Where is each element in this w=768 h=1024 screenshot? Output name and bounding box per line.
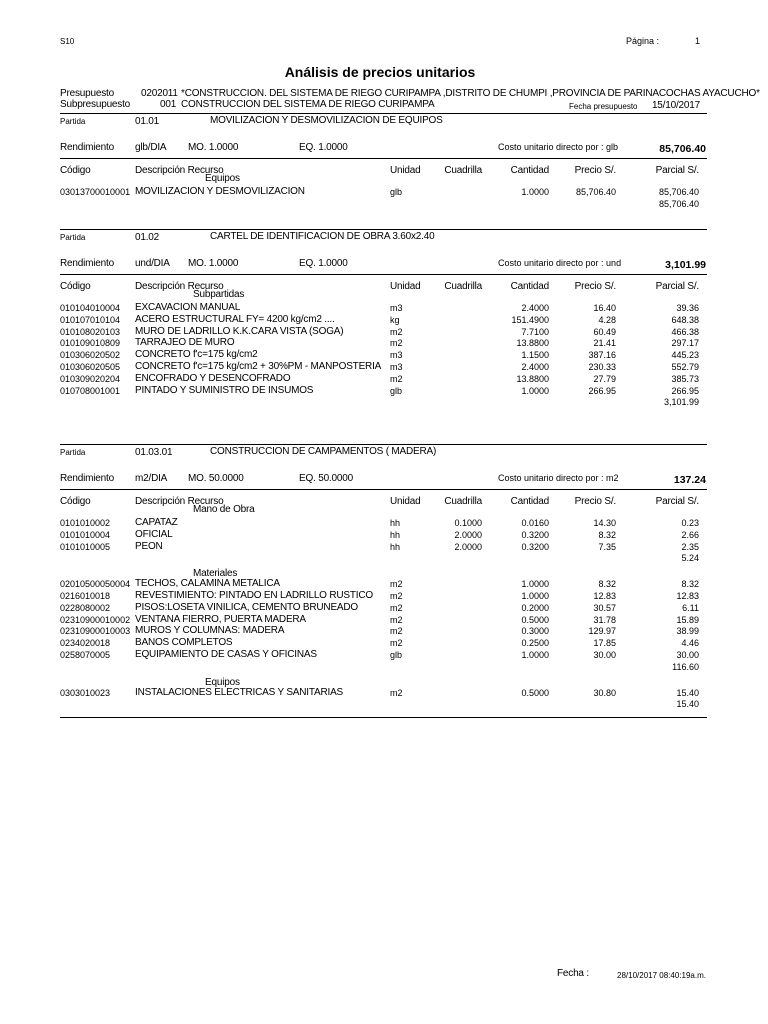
row-precio: 387.16 [588, 350, 616, 361]
row-codigo: 010108020103 [60, 326, 121, 337]
row-descripcion: PINTADO Y SUMINISTRO DE INSUMOS [135, 384, 314, 396]
row-parcial: 85,706.40 [658, 187, 699, 197]
partida-separator [60, 444, 707, 445]
row-descripcion: CAPATAZ [135, 517, 178, 528]
row-descripcion: EQUIPAMIENTO DE CASAS Y OFICINAS [135, 649, 317, 660]
row-cantidad: 13.8800 [516, 338, 549, 349]
row-descripcion: PISOS:LOSETA VINILICA, CEMENTO BRUNEADO [135, 601, 358, 613]
row-precio: 17.85 [593, 638, 616, 649]
col-header-precio: Precio S/. [574, 165, 616, 176]
col-header-codigo: Código [60, 165, 91, 176]
col-header-codigo: Código [60, 496, 91, 507]
equipo-rendimiento: EQ. 1.0000 [299, 142, 348, 153]
row-descripcion: ENCOFRADO Y DESENCOFRADO [135, 372, 291, 384]
partida-code: 01.02 [135, 232, 160, 243]
row-unidad: m2 [390, 338, 403, 349]
row-parcial: 6.11 [682, 602, 699, 613]
page-label: Página : [626, 36, 660, 46]
row-cantidad: 0.3000 [521, 626, 549, 637]
row-descripcion: TARRAJEO DE MURO [135, 337, 235, 349]
row-unidad: m2 [390, 591, 403, 601]
footer-date-value: 28/10/2017 08:40:19a.m. [617, 971, 706, 980]
row-codigo: 0101010004 [60, 529, 111, 540]
mano-obra-rendimiento: MO. 1.0000 [188, 258, 239, 269]
row-unidad: glb [390, 650, 403, 660]
partida-label: Partida [60, 448, 86, 457]
row-cuadrilla: 0.1000 [454, 518, 482, 528]
row-parcial: 2.35 [681, 541, 699, 552]
partida-label: Partida [60, 233, 86, 242]
page-title: Análisis de precios unitarios [284, 64, 476, 80]
subpresupuesto-description: CONSTRUCCION DEL SISTEMA DE RIEGO CURIPAMPA [181, 99, 435, 110]
row-unidad: kg [390, 314, 400, 325]
report-end-separator [60, 717, 707, 718]
col-header-unidad: Unidad [390, 496, 421, 507]
col-header-cantidad: Cantidad [510, 496, 549, 507]
row-codigo: 010104010004 [60, 303, 121, 313]
row-codigo: 0303010023 [60, 687, 111, 698]
row-cantidad: 1.0000 [521, 579, 549, 590]
group-heading: Mano de Obra [193, 504, 255, 515]
row-cantidad: 0.5000 [521, 687, 549, 698]
presupuesto-code: 0202011 [141, 88, 178, 99]
row-unidad: m2 [390, 614, 403, 625]
row-parcial: 38.99 [676, 626, 699, 637]
group-subtotal: 116.60 [672, 661, 699, 672]
row-precio: 27.79 [593, 373, 616, 384]
row-cantidad: 2.4000 [521, 303, 549, 313]
col-header-cantidad: Cantidad [510, 281, 549, 292]
row-descripcion: ACERO ESTRUCTURAL FY= 4200 kg/cm2 .... [135, 313, 335, 325]
row-descripcion: EXCAVACION MANUAL [135, 302, 241, 313]
rendimiento-label: Rendimiento [60, 473, 114, 484]
row-cuadrilla: 2.0000 [454, 541, 482, 552]
row-precio: 8.32 [598, 579, 616, 590]
row-parcial: 2.66 [681, 529, 699, 540]
partida-separator [60, 229, 707, 230]
page-number: 1 [694, 36, 700, 46]
costo-unitario-label: Costo unitario directo por : und [498, 258, 622, 268]
costo-unitario-label: Costo unitario directo por : glb [498, 142, 619, 152]
fecha-presupuesto-label: Fecha presupuesto [569, 102, 638, 111]
row-unidad: m2 [390, 687, 403, 698]
col-header-precio: Precio S/. [574, 281, 616, 292]
row-codigo: 02310900010002 [60, 614, 131, 625]
row-precio: 60.49 [593, 326, 616, 337]
partida-name: CONSTRUCCION DE CAMPAMENTOS ( MADERA) [210, 446, 437, 457]
row-precio: 85,706.40 [575, 187, 616, 197]
row-codigo: 02010500050004 [60, 579, 131, 590]
row-descripcion: MUROS Y COLUMNAS: MADERA [135, 625, 285, 637]
row-parcial: 445.23 [671, 350, 699, 361]
row-precio: 16.40 [593, 303, 616, 313]
partida-code: 01.03.01 [135, 447, 173, 458]
col-header-parcial: Parcial S/. [655, 165, 699, 176]
group-heading: Equipos [205, 676, 240, 688]
col-header-descripcion: Descripción Recurso [135, 496, 224, 507]
row-descripcion: REVESTIMIENTO: PINTADO EN LADRILLO RUSTICO [135, 590, 373, 601]
row-codigo: 010306020502 [60, 350, 121, 361]
row-descripcion: CONCRETO f'c=175 kg/cm2 + 30%PM - MANPOSTERIA [135, 361, 382, 372]
row-codigo: 0101010005 [60, 541, 111, 552]
row-unidad: glb [390, 385, 403, 396]
row-cantidad: 0.3200 [521, 529, 549, 540]
row-codigo: 010309020204 [60, 373, 121, 384]
row-precio: 129.97 [588, 626, 616, 637]
row-parcial: 266.95 [671, 385, 699, 396]
group-subtotal: 15.40 [676, 699, 699, 710]
col-header-precio: Precio S/. [574, 496, 616, 507]
partida-separator [60, 113, 707, 114]
partida-rendimiento-separator [60, 274, 707, 275]
row-unidad: m3 [390, 350, 403, 361]
costo-unitario-value: 137.24 [673, 474, 706, 486]
costo-unitario-label: Costo unitario directo por : m2 [498, 473, 619, 483]
row-codigo: 010107010104 [60, 314, 121, 325]
costo-unitario-value: 85,706.40 [659, 143, 706, 155]
row-unidad: m2 [390, 602, 403, 613]
footer-date-label: Fecha : [557, 968, 589, 979]
row-parcial: 30.00 [676, 650, 699, 660]
group-heading: Equipos [205, 173, 240, 184]
col-header-parcial: Parcial S/. [655, 281, 699, 292]
partida-rendimiento-separator [60, 489, 707, 490]
group-heading: Materiales [193, 568, 238, 580]
col-header-descripcion: Descripción Recurso [135, 281, 224, 292]
row-unidad: hh [390, 529, 401, 540]
row-precio: 30.00 [593, 650, 616, 660]
row-precio: 30.57 [593, 602, 616, 613]
row-parcial: 466.38 [671, 326, 699, 337]
col-header-cantidad: Cantidad [510, 165, 549, 176]
row-codigo: 0101010002 [60, 518, 111, 528]
rendimiento-label: Rendimiento [60, 258, 114, 269]
row-cantidad: 7.7100 [521, 326, 549, 337]
col-header-parcial: Parcial S/. [655, 496, 699, 507]
row-cantidad: 2.4000 [521, 362, 549, 372]
row-parcial: 15.40 [676, 687, 699, 698]
equipo-rendimiento: EQ. 50.0000 [299, 473, 353, 484]
row-cantidad: 1.0000 [521, 591, 549, 601]
row-codigo: 0258070005 [60, 650, 111, 660]
row-descripcion: INSTALACIONES ELECTRICAS Y SANITARIAS [135, 686, 344, 698]
row-precio: 4.28 [598, 314, 616, 325]
partida-rendimiento-separator [60, 158, 707, 159]
group-subtotal: 3,101.99 [663, 397, 699, 408]
row-cantidad: 1.0000 [521, 385, 549, 396]
row-cantidad: 151.4900 [511, 314, 549, 325]
row-parcial: 12.83 [676, 591, 699, 601]
fecha-presupuesto-value: 15/10/2017 [651, 100, 700, 111]
row-descripcion: MURO DE LADRILLO K.K.CARA VISTA (SOGA) [135, 325, 344, 337]
equipo-rendimiento: EQ. 1.0000 [299, 258, 348, 269]
row-unidad: m2 [390, 326, 403, 337]
row-parcial: 385.73 [671, 373, 699, 384]
report-id: S10 [60, 37, 75, 46]
presupuesto-label: Presupuesto [60, 88, 114, 99]
row-descripcion: VENTANA FIERRO, PUERTA MADERA [135, 613, 306, 625]
col-header-cuadrilla: Cuadrilla [444, 281, 482, 292]
row-cantidad: 0.2000 [521, 602, 549, 613]
row-cantidad: 1.1500 [521, 350, 549, 361]
row-precio: 21.41 [593, 338, 616, 349]
rendimiento-unit: und/DIA [135, 258, 170, 269]
row-parcial: 8.32 [681, 579, 699, 590]
row-codigo: 010708001001 [60, 385, 121, 396]
row-precio: 31.78 [593, 614, 616, 625]
row-precio: 266.95 [588, 385, 616, 396]
mano-obra-rendimiento: MO. 1.0000 [188, 142, 239, 153]
col-header-codigo: Código [60, 281, 91, 292]
subpresupuesto-code: 001 [160, 99, 177, 110]
group-subtotal: 5.24 [681, 553, 699, 564]
row-precio: 14.30 [593, 518, 616, 528]
row-codigo: 0234020018 [60, 638, 111, 649]
row-cantidad: 0.5000 [521, 614, 549, 625]
row-cantidad: 0.2500 [521, 638, 549, 649]
row-parcial: 15.89 [676, 614, 699, 625]
group-subtotal: 85,706.40 [658, 198, 699, 209]
row-descripcion: BANOS COMPLETOS [135, 637, 233, 649]
col-header-cuadrilla: Cuadrilla [444, 496, 482, 507]
group-heading: Subpartidas [193, 289, 245, 300]
row-unidad: m3 [390, 362, 403, 372]
row-cantidad: 13.8800 [516, 373, 549, 384]
row-unidad: m3 [390, 303, 403, 313]
row-precio: 7.35 [598, 541, 616, 552]
presupuesto-description: *CONSTRUCCION. DEL SISTEMA DE RIEGO CURIPAMPA ,DISTRITO DE CHUMPI ,PROVINCIA DE PARINACOCHAS AYACUCHO* [181, 88, 760, 99]
row-unidad: m2 [390, 579, 403, 590]
row-precio: 8.32 [598, 529, 616, 540]
row-descripcion: PEON [135, 540, 163, 552]
row-parcial: 0.23 [681, 518, 699, 528]
row-precio: 12.83 [593, 591, 616, 601]
row-codigo: 010109010809 [60, 338, 121, 349]
row-precio: 30.80 [593, 687, 616, 698]
row-cuadrilla: 2.0000 [454, 529, 482, 540]
row-cantidad: 1.0000 [521, 650, 549, 660]
row-parcial: 39.36 [676, 303, 699, 313]
row-unidad: m2 [390, 626, 403, 637]
row-descripcion: CONCRETO f'c=175 kg/cm2 [135, 349, 258, 361]
mano-obra-rendimiento: MO. 50.0000 [188, 473, 244, 484]
col-header-cuadrilla: Cuadrilla [444, 165, 482, 176]
row-unidad: m2 [390, 373, 403, 384]
row-codigo: 03013700010001 [60, 187, 131, 197]
costo-unitario-value: 3,101.99 [665, 259, 706, 271]
row-descripcion: TECHOS, CALAMINA METALICA [135, 578, 280, 590]
row-codigo: 0216010018 [60, 591, 111, 601]
row-unidad: hh [390, 541, 401, 552]
partida-name: MOVILIZACION Y DESMOVILIZACION DE EQUIPOS [210, 115, 443, 126]
row-codigo: 02310900010003 [60, 626, 131, 637]
rendimiento-label: Rendimiento [60, 142, 114, 153]
row-parcial: 552.79 [671, 362, 699, 372]
row-cantidad: 1.0000 [521, 187, 549, 197]
row-unidad: m2 [390, 638, 403, 649]
row-parcial: 4.46 [681, 638, 699, 649]
row-codigo: 0228080002 [60, 602, 111, 613]
col-header-descripcion: Descripción Recurso [135, 165, 224, 176]
row-parcial: 648.38 [671, 314, 699, 325]
col-header-unidad: Unidad [390, 281, 421, 292]
partida-name: CARTEL DE IDENTIFICACION DE OBRA 3.60x2.40 [210, 231, 435, 242]
row-precio: 230.33 [588, 362, 616, 372]
row-cantidad: 0.3200 [521, 541, 549, 552]
row-unidad: glb [390, 187, 403, 197]
row-cantidad: 0.0160 [521, 518, 549, 528]
rendimiento-unit: m2/DIA [135, 473, 168, 484]
partida-code: 01.01 [135, 116, 160, 127]
subpresupuesto-label: Subpresupuesto [60, 99, 131, 110]
row-codigo: 010306020505 [60, 362, 121, 372]
row-parcial: 297.17 [671, 338, 699, 349]
row-unidad: hh [390, 518, 401, 528]
col-header-unidad: Unidad [390, 165, 421, 176]
partida-label: Partida [60, 117, 86, 126]
row-descripcion: MOVILIZACION Y DESMOVILIZACION [135, 186, 305, 197]
row-descripcion: OFICIAL [135, 528, 173, 540]
rendimiento-unit: glb/DIA [135, 142, 167, 153]
